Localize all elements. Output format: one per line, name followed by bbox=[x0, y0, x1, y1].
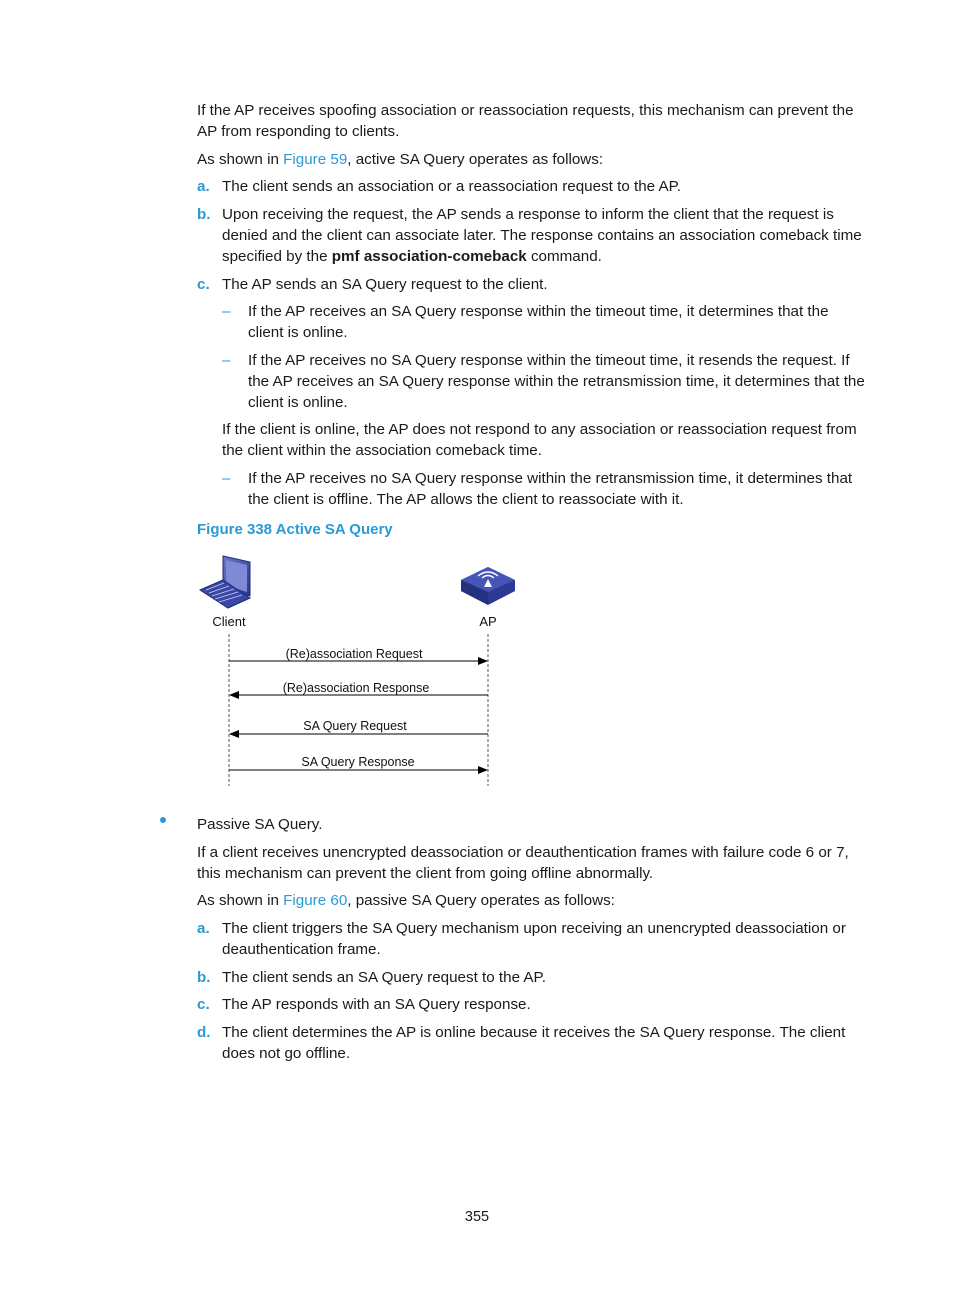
passive-step-b-label: b. bbox=[197, 969, 211, 986]
step-b-text: Upon receiving the request, the AP sends a response to inform the client that the request is denied and the client can associate later. The response contains an association comeback time specified by the pmf association-comeback command. bbox=[222, 206, 862, 265]
arrowhead-2 bbox=[229, 691, 239, 699]
passive-step-a-text: The client triggers the SA Query mechanism upon receiving an unencrypted deassociation or deauthentication frame. bbox=[222, 920, 846, 958]
bullet-dot bbox=[160, 817, 166, 823]
as-shown-passive: As shown in Figure 60, passive SA Query operates as follows: bbox=[197, 892, 615, 909]
arrowhead-1 bbox=[478, 657, 488, 665]
as-shown-active: As shown in Figure 59, active SA Query operates as follows: bbox=[197, 151, 604, 168]
arrowhead-3 bbox=[229, 730, 239, 738]
passive-heading: Passive SA Query. bbox=[197, 816, 323, 833]
ap-router-icon bbox=[461, 567, 515, 605]
figure-60-link[interactable]: Figure 60 bbox=[283, 892, 348, 909]
step-a-text: The client sends an association or a reassociation request to the AP. bbox=[222, 178, 681, 195]
figure-caption: Figure 338 Active SA Query bbox=[197, 521, 393, 538]
arrowhead-4 bbox=[478, 766, 488, 774]
passive-step-a-label: a. bbox=[197, 920, 210, 937]
figure-59-link[interactable]: Figure 59 bbox=[283, 151, 348, 168]
passive-step-c-text: The AP responds with an SA Query response. bbox=[222, 996, 531, 1013]
message-label-2: (Re)association Response bbox=[282, 681, 430, 695]
sub1-text: If the AP receives an SA Query response within the timeout time, it determines that the client is online. bbox=[248, 303, 829, 341]
client-label: Client bbox=[212, 614, 246, 629]
message-label-3: SA Query Request bbox=[303, 719, 407, 733]
sub2-text: If the AP receives no SA Query response within the timeout time, it resends the request. If the AP receives an SA Query response within the retransmission time, it determines that the client is online. bbox=[248, 352, 865, 411]
command-pmf-association-comeback: pmf association-comeback bbox=[331, 248, 527, 265]
passive-description: If a client receives unencrypted deassociation or deauthentication frames with failure code 6 or 7, this mechanism can prevent the client from going offline abnormally. bbox=[197, 844, 849, 882]
sub2-dash: – bbox=[222, 352, 231, 369]
step-c-text: The AP sends an SA Query request to the client. bbox=[222, 276, 548, 293]
message-label-1: (Re)association Request bbox=[285, 647, 423, 661]
passive-step-d-text: The client determines the AP is online because it receives the SA Query response. The client does not go offline. bbox=[222, 1024, 846, 1062]
ap-label: AP bbox=[479, 614, 497, 629]
step-c-label: c. bbox=[197, 276, 210, 293]
passive-step-c-label: c. bbox=[197, 996, 210, 1013]
intro-paragraph: If the AP receives spoofing association or reassociation requests, this mechanism can prevent the AP from responding to clients. bbox=[197, 102, 854, 140]
passive-step-d-label: d. bbox=[197, 1024, 211, 1041]
sub3-text: If the AP receives no SA Query response within the retransmission time, it determines that the client is offline. The AP allows the client to reassociate with it. bbox=[248, 470, 853, 508]
sub3-dash: – bbox=[222, 470, 231, 487]
online-note: If the client is online, the AP does not respond to any association or reassociation request from the client within the association comeback time. bbox=[222, 421, 857, 459]
step-a-label: a. bbox=[197, 178, 210, 195]
passive-step-b-text: The client sends an SA Query request to the AP. bbox=[222, 969, 546, 986]
laptop-icon bbox=[200, 556, 250, 608]
message-label-4: SA Query Response bbox=[301, 755, 415, 769]
sub1-dash: – bbox=[222, 303, 231, 320]
page-number: 355 bbox=[464, 1209, 490, 1225]
step-b-label: b. bbox=[197, 206, 211, 223]
